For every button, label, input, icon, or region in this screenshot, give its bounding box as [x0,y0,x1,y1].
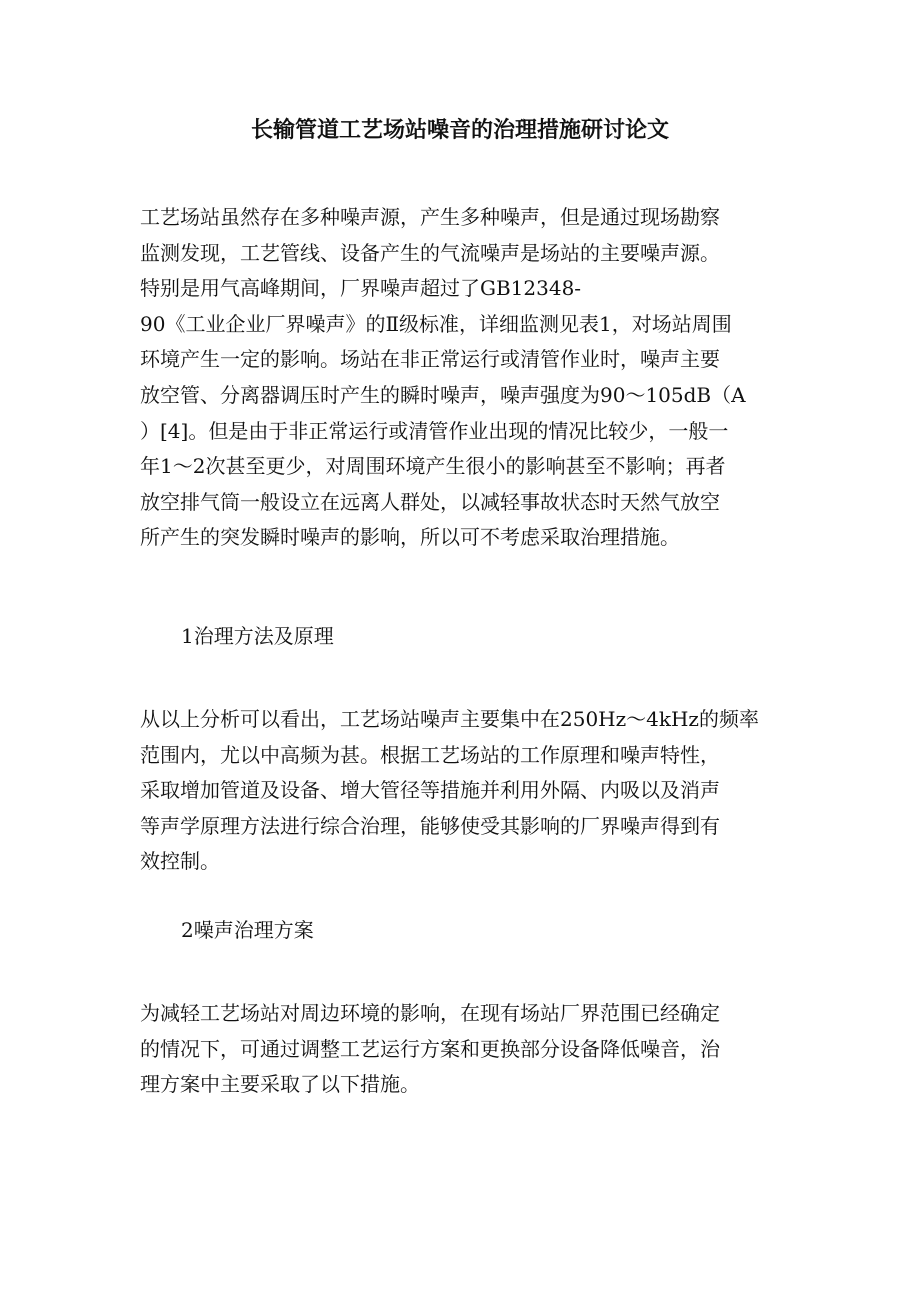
paragraph-1-line: ）[4]。但是由于非正常运行或清管作业出现的情况比较少，一般一 [140,418,729,443]
paragraph-2-line: 采取增加管道及设备、增大管径等措施并利用外隔、内吸以及消声 [140,778,720,803]
paragraph-2-line: 等声学原理方法进行综合治理，能够使受其影响的厂界噪声得到有 [140,813,720,838]
paragraph-1-line: 所产生的突发瞬时噪声的影响，所以可不考虑采取治理措施。 [140,525,680,550]
paragraph-1-line: 工艺场站虽然存在多种噪声源，产生多种噪声，但是通过现场勘察 [140,205,720,229]
paragraph-1-line: 监测发现，工艺管线、设备产生的气流噪声是场站的主要噪声源。 [140,240,720,265]
section-heading-1: 1治理方法及原理 [181,624,334,648]
paragraph-1-line: 放空管、分离器调压时产生的瞬时噪声，噪声强度为90～105dB（A [140,382,746,407]
paragraph-2-line: 效控制。 [140,849,220,874]
paragraph-1-line: 特别是用气高峰期间，厂界噪声超过了GB12348- [140,276,582,301]
section-heading-2: 2噪声治理方案 [181,918,314,942]
paragraph-2-line: 从以上分析可以看出，工艺场站噪声主要集中在250Hz～4kHz的频率 [140,707,759,731]
paragraph-3-line: 为减轻工艺场站对周边环境的影响，在现有场站厂界范围已经确定 [140,1001,720,1025]
paragraph-3-line: 的情况下，可通过调整工艺运行方案和更换部分设备降低噪音，治 [140,1036,720,1061]
paragraph-2-line: 范围内，尤以中高频为甚。根据工艺场站的工作原理和噪声特性， [140,742,720,767]
paragraph-3 [140,996,780,1103]
paragraph-3-line: 理方案中主要采取了以下措施。 [140,1072,420,1097]
paragraph-1-line: 年1～2次甚至更少，对周围环境产生很小的影响甚至不影响；再者 [140,454,726,479]
document-title: 长输管道工艺场站噪音的治理措施研讨论文 [250,117,669,143]
paragraph-1-line: 放空排气筒一般设立在远离人群处，以减轻事故状态时天然气放空 [140,489,720,514]
paragraph-1-line: 90《工业企业厂界噪声》的Ⅱ级标准，详细监测见表1，对场站周围 [140,311,732,336]
paragraph-2 [140,702,780,880]
paragraph-1-line: 环境产生一定的影响。场站在非正常运行或清管作业时，噪声主要 [140,347,720,372]
paragraph-1 [140,200,780,556]
